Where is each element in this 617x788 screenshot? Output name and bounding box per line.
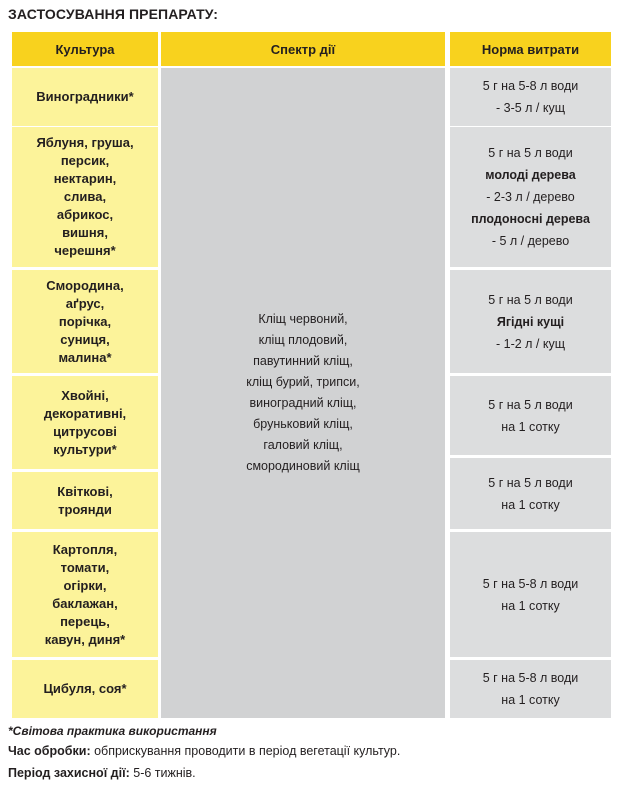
spectrum-line: виноградний кліщ, <box>249 396 357 410</box>
crop-line: кавун, диня* <box>44 631 126 647</box>
norm-cell <box>450 376 611 455</box>
norm-line: 5 г на 5 л води <box>488 397 573 412</box>
protection-period-value: 5-6 тижнів. <box>129 766 196 780</box>
spectrum-line: павутинний кліщ, <box>253 354 353 368</box>
crop-line: баклажан, <box>52 595 118 611</box>
protection-period <box>8 766 196 780</box>
crop-line: абрикос, <box>56 207 114 222</box>
norm-cell <box>450 532 611 657</box>
crop-line: суниця, <box>60 331 110 347</box>
spectrum-line: галовий кліщ, <box>263 438 343 452</box>
crop-line: цитрусові <box>53 423 117 439</box>
header-crop: Культура <box>12 32 158 66</box>
norm-line: - 3-5 л / кущ <box>495 101 566 115</box>
crop-line: Квіткові, <box>57 483 113 499</box>
spectrum-text <box>246 309 360 477</box>
treatment-time-label: Час обробки: <box>8 744 91 758</box>
spectrum-cell <box>161 68 445 718</box>
footnote: *Світова практика використання <box>8 724 217 738</box>
treatment-time <box>8 744 400 758</box>
crop-line: декоративні, <box>43 405 127 421</box>
spectrum-line: бруньковий кліщ, <box>253 417 353 431</box>
crop-line: порічка, <box>58 313 112 329</box>
norm-line: 5 г на 5 л води <box>488 146 573 160</box>
crop-line: перець, <box>60 613 110 629</box>
norm-line: 5 г на 5-8 л води <box>482 576 579 591</box>
norm-line: - 1-2 л / кущ <box>495 336 566 351</box>
norm-line: 5 г на 5 л води <box>488 475 573 490</box>
crop-line: Цибуля, соя* <box>43 681 127 696</box>
crop-line: черешня* <box>54 243 116 258</box>
norm-line: 5 г на 5-8 л води <box>482 79 579 93</box>
protection-period-label: Період захисної дії: <box>8 766 130 780</box>
norm-line: на 1 сотку <box>501 693 560 707</box>
norm-line: 5 г на 5 л води <box>488 292 573 307</box>
crop-line: слива, <box>63 189 107 204</box>
crop-cell <box>12 68 158 126</box>
crop-cell <box>12 660 158 718</box>
crop-cell <box>12 127 158 267</box>
norm-line: 5 г на 5-8 л води <box>482 671 579 685</box>
crop-line: малина* <box>58 349 112 365</box>
crop-line: томати, <box>60 559 110 575</box>
header-spectrum: Спектр дії <box>161 32 445 66</box>
norm-line: на 1 сотку <box>501 598 560 613</box>
section-title: ЗАСТОСУВАННЯ ПРЕПАРАТУ: <box>8 6 219 22</box>
norm-line: - 5 л / дерево <box>491 234 570 248</box>
crop-cell <box>12 270 158 373</box>
spectrum-line: Кліщ червоний, <box>258 312 348 326</box>
crop-cell <box>12 532 158 657</box>
norm-line: молоді дерева <box>485 168 576 182</box>
crop-line: Хвойні, <box>61 387 109 403</box>
crop-line: Смородина, <box>46 277 124 293</box>
norm-line: Ягідні кущі <box>496 314 565 329</box>
norm-cell <box>450 458 611 529</box>
spectrum-line: кліщ плодовий, <box>258 333 348 347</box>
header-norm: Норма витрати <box>450 32 611 66</box>
norm-cell <box>450 660 611 718</box>
crop-line: нектарин, <box>53 171 117 186</box>
norm-line: на 1 сотку <box>501 497 560 512</box>
crop-line: Яблуня, груша, <box>36 135 134 150</box>
norm-cell <box>450 270 611 373</box>
crop-line: культури* <box>53 441 117 457</box>
norm-cell <box>450 68 611 126</box>
norm-line: - 2-3 л / дерево <box>486 190 575 204</box>
crop-line: огірки, <box>63 577 107 593</box>
norm-cell <box>450 127 611 267</box>
crop-line: персик, <box>60 153 110 168</box>
crop-cell <box>12 472 158 529</box>
spectrum-line: кліщ бурий, трипси, <box>246 375 360 389</box>
spectrum-line: смородиновий кліщ <box>246 459 360 473</box>
crop-line: троянди <box>58 501 112 517</box>
norm-line: на 1 сотку <box>501 419 560 434</box>
crop-cell <box>12 376 158 469</box>
treatment-time-value: обприскування проводити в період вегетації культур. <box>90 744 401 758</box>
crop-line: вишня, <box>62 225 108 240</box>
crop-line: Виноградники* <box>36 89 134 104</box>
crop-line: аґрус, <box>65 295 105 311</box>
norm-line: плодоносні дерева <box>471 212 590 226</box>
crop-line: Картопля, <box>52 541 118 557</box>
